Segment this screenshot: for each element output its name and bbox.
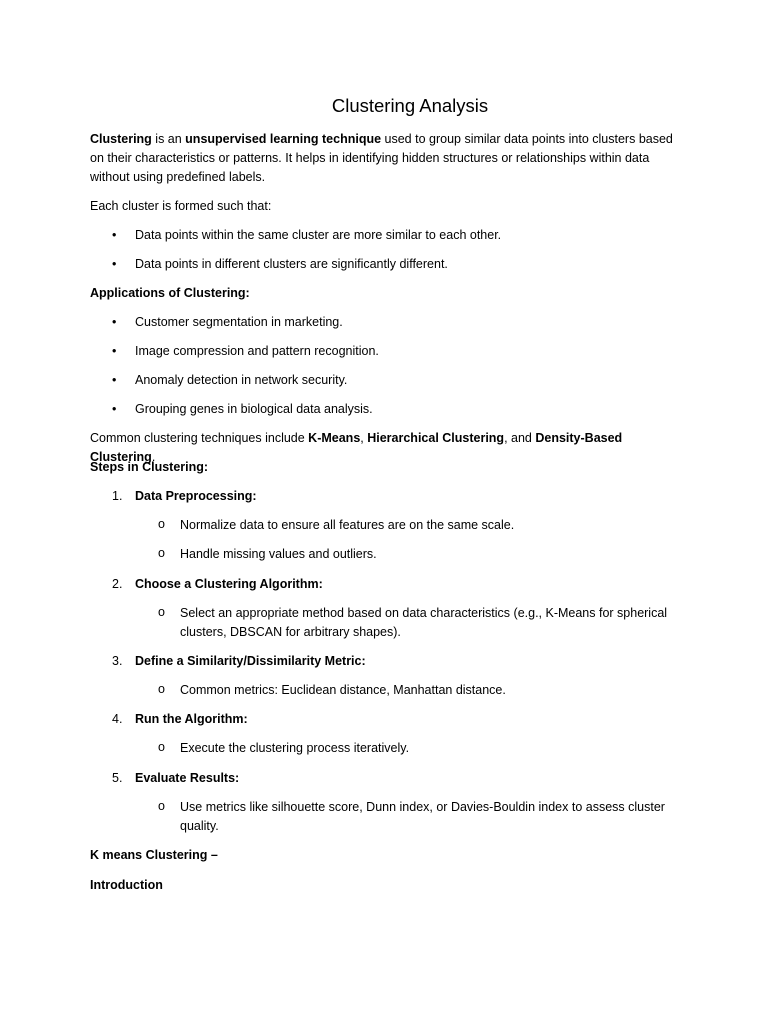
step-number: 5. xyxy=(112,771,123,785)
sub-item-text: Select an appropriate method based on data characteristics (e.g., K-Means for spherical clusters, DBSCAN for arbitrary shapes). xyxy=(180,606,668,639)
circle-bullet-icon: o xyxy=(158,799,165,813)
list-item-text: Grouping genes in biological data analysis. xyxy=(135,402,373,416)
list-item-text: Data points within the same cluster are more similar to each other. xyxy=(135,228,502,242)
list-item-text: Data points in different clusters are significantly different. xyxy=(135,257,448,271)
intro-text-1: is an xyxy=(151,132,186,146)
cluster-formed-text: Each cluster is formed such that: xyxy=(90,199,272,213)
step-label: Run the Algorithm: xyxy=(135,712,248,726)
kmeans-heading xyxy=(90,846,680,865)
step-label: Data Preprocessing: xyxy=(135,489,257,503)
bullet-icon: • xyxy=(112,228,117,242)
step-number: 2. xyxy=(112,577,123,591)
circle-bullet-icon: o xyxy=(158,682,165,696)
applications-heading xyxy=(90,284,680,303)
circle-bullet-icon: o xyxy=(158,740,165,754)
steps-heading-text: Steps in Clustering: xyxy=(90,460,209,474)
step-number: 4. xyxy=(112,712,123,726)
intro-term-2: unsupervised learning technique xyxy=(185,132,382,146)
techniques-text-4: . xyxy=(151,450,156,464)
steps-heading xyxy=(90,458,680,477)
circle-bullet-icon: o xyxy=(158,605,165,619)
list-item-text: Customer segmentation in marketing. xyxy=(135,315,343,329)
techniques-text-1: Common clustering techniques include xyxy=(90,431,309,445)
sub-item-text: Execute the clustering process iteratively. xyxy=(180,741,410,755)
sub-item-text: Use metrics like silhouette score, Dunn index, or Davies-Bouldin index to assess cluster quality. xyxy=(180,800,665,833)
technique-density: Density-Based Clustering xyxy=(90,431,623,464)
kmeans-heading-text: K means Clustering – xyxy=(90,848,218,862)
step-number: 1. xyxy=(112,489,123,503)
sub-item-text: Normalize data to ensure all features are on the same scale. xyxy=(180,518,515,532)
techniques-text-3: , and xyxy=(504,431,536,445)
list-item-text: Image compression and pattern recognition. xyxy=(135,344,379,358)
sub-item-text: Common metrics: Euclidean distance, Manhattan distance. xyxy=(180,683,506,697)
techniques-text-2: , xyxy=(360,431,368,445)
bullet-icon: • xyxy=(112,315,117,329)
bullet-icon: • xyxy=(112,373,117,387)
bullet-icon: • xyxy=(112,257,117,271)
introduction-heading-text: Introduction xyxy=(90,878,163,892)
step-label: Choose a Clustering Algorithm: xyxy=(135,577,323,591)
sub-item-text: Handle missing values and outliers. xyxy=(180,547,377,561)
intro-paragraph xyxy=(90,130,680,187)
page-title: Clustering Analysis xyxy=(331,95,489,116)
bullet-icon: • xyxy=(112,402,117,416)
step-label: Evaluate Results: xyxy=(135,771,240,785)
intro-text-2: used to group similar data points into clusters based on their characteristics or patterns. It helps in identifying hidden structures or relationships within data without using predefined labels. xyxy=(90,132,673,184)
list-item-text: Anomaly detection in network security. xyxy=(135,373,348,387)
applications-heading-text: Applications of Clustering: xyxy=(90,286,250,300)
circle-bullet-icon: o xyxy=(158,546,165,560)
intro-term: Clustering xyxy=(90,132,152,146)
technique-kmeans: K-Means xyxy=(308,431,361,445)
step-number: 3. xyxy=(112,654,123,668)
introduction-heading xyxy=(90,876,680,895)
bullet-icon: • xyxy=(112,344,117,358)
step-label: Define a Similarity/Dissimilarity Metric: xyxy=(135,654,366,668)
circle-bullet-icon: o xyxy=(158,517,165,531)
technique-hierarchical: Hierarchical Clustering xyxy=(367,431,505,445)
